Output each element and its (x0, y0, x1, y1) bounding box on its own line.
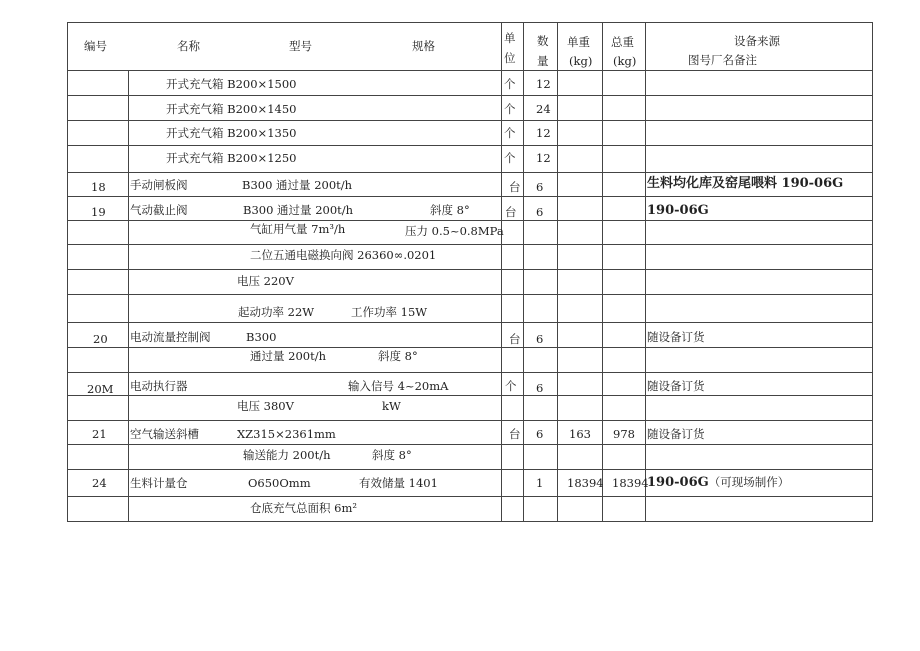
row-20-throughput: 通过量 200t/h (250, 349, 327, 363)
grid-line (67, 120, 873, 121)
row-1-unit: 个 (504, 77, 516, 91)
grid-line (67, 347, 873, 348)
row-24-aeration-area: 仓底充气总面积 6m² (250, 501, 357, 515)
row-1-description: 开式充气箱 B200×1500 (166, 77, 297, 91)
row-18-no: 18 (91, 180, 106, 194)
row-3-description: 开式充气箱 B200×1350 (166, 126, 297, 140)
row-19-unit: 台 (505, 205, 517, 219)
row-19-air-consumption (250, 222, 345, 236)
row-21-remark: 随设备订货 (647, 427, 705, 441)
grid-line (67, 172, 873, 173)
row-18-unit: 台 (509, 180, 521, 194)
row-24-capacity: 有效储量 1401 (359, 476, 438, 490)
row-19-slope: 斜度 8° (430, 203, 470, 217)
row-20m-name: 电动执行器 (130, 379, 188, 393)
row-21-capacity: 输送能力 200t/h (243, 448, 331, 462)
row-19-name: 气动截止阀 (130, 203, 188, 217)
header-source-line2: 图号厂名备注 (688, 53, 757, 67)
row-20m-voltage: 电压 380V (237, 399, 294, 413)
grid-line (67, 95, 873, 96)
row-20m-input-signal: 输入信号 4~20mA (348, 379, 449, 393)
row-18-name: 手动闸板阀 (130, 178, 188, 192)
header-no: 编号 (84, 39, 107, 53)
row-20-slope: 斜度 8° (378, 349, 418, 363)
row-2-unit: 个 (504, 102, 516, 116)
row-20-name: 电动流量控制阀 (130, 330, 211, 344)
grid-line (67, 269, 873, 270)
grid-line (67, 70, 873, 71)
grid-line (67, 22, 68, 522)
row-24-no: 24 (92, 476, 107, 490)
row-18-remark: 生料均化库及窑尾喂料 190-06G (647, 176, 844, 191)
row-24-total-weight: 18394 (612, 476, 649, 490)
grid-line (67, 395, 873, 396)
grid-line (67, 521, 873, 522)
grid-line (872, 22, 873, 522)
row-4-description: 开式充气箱 B200×1250 (166, 151, 297, 165)
grid-line (67, 145, 873, 146)
row-19-spec: B300 通过量 200t/h (243, 203, 354, 217)
grid-line (557, 22, 558, 522)
header-unit-weight-line1: 单重 (567, 35, 590, 49)
grid-line (128, 70, 129, 522)
grid-line (645, 22, 646, 522)
header-unit-line1: 单 (504, 31, 516, 45)
row-21-unit: 台 (509, 427, 521, 441)
grid-line (67, 244, 873, 245)
row-24-name: 生料计量仓 (130, 476, 188, 490)
grid-line (67, 372, 873, 373)
row-21-spec: XZ315×2361mm (237, 427, 336, 441)
grid-line (67, 469, 873, 470)
row-19-remark: 190-06G (647, 203, 709, 218)
grid-line (67, 294, 873, 295)
grid-line (67, 220, 873, 221)
row-2-qty: 24 (536, 102, 551, 116)
row-24-qty: 1 (536, 476, 544, 490)
row-21-total-weight: 978 (613, 427, 635, 441)
air-consumption-text: 气缸用气量 7m³/h (250, 222, 346, 236)
row-24-remark-drawing: 190-06G (647, 475, 709, 490)
row-3-qty: 12 (536, 126, 551, 140)
grid-line (67, 420, 873, 421)
row-18-spec: B300 通过量 200t/h (242, 178, 353, 192)
row-24-spec: O650Omm (248, 476, 311, 490)
row-19-start-power: 起动功率 22W (238, 305, 315, 319)
row-20-unit: 台 (509, 332, 521, 346)
row-20m-unit: 个 (505, 379, 517, 393)
row-21-qty: 6 (536, 427, 544, 441)
header-unit-weight-line2: (kg) (569, 54, 593, 68)
row-4-qty: 12 (536, 151, 551, 165)
header-name: 名称 (177, 39, 200, 53)
row-4-unit: 个 (504, 151, 516, 165)
row-20-spec: B300 (246, 330, 277, 344)
header-total-weight-line1: 总重 (611, 35, 634, 49)
grid-line (67, 196, 873, 197)
grid-line (501, 22, 502, 522)
grid-line (67, 444, 873, 445)
row-20-remark: 随设备订货 (647, 330, 705, 344)
row-24-remark-note: （可现场制作） (708, 475, 790, 489)
row-18-qty: 6 (536, 180, 544, 194)
row-24-unit-weight: 18394 (567, 476, 604, 490)
row-20-no: 20 (93, 332, 108, 346)
row-3-unit: 个 (504, 126, 516, 140)
row-20m-no: 20M (87, 382, 114, 396)
grid-line (67, 22, 873, 23)
row-2-description: 开式充气箱 B200×1450 (166, 102, 297, 116)
header-spec: 规格 (412, 39, 435, 53)
row-20m-remark: 随设备订货 (647, 379, 705, 393)
row-20m-qty: 6 (536, 381, 544, 395)
header-source-line1: 设备来源 (734, 34, 780, 48)
row-24-remark (647, 475, 789, 490)
row-21-slope: 斜度 8° (372, 448, 412, 462)
header-unit-line2: 位 (504, 51, 516, 65)
row-19-solenoid-valve: 二位五通电磁换向阀 26360∞.0201 (250, 248, 437, 262)
row-20m-power: kW (382, 399, 401, 413)
row-21-unit-weight: 163 (569, 427, 591, 441)
header-qty-line1: 数 (537, 34, 549, 48)
row-20-qty: 6 (536, 332, 544, 346)
header-total-weight-line2: (kg) (613, 54, 637, 68)
row-1-qty: 12 (536, 77, 551, 91)
row-21-no: 21 (92, 427, 107, 441)
grid-line (67, 496, 873, 497)
row-19-no: 19 (91, 205, 106, 219)
row-19-qty: 6 (536, 205, 544, 219)
row-21-name: 空气输送斜槽 (130, 427, 199, 441)
row-19-pressure: 压力 0.5~0.8MPa (405, 224, 504, 238)
grid-line (602, 22, 603, 522)
row-19-voltage: 电压 220V (237, 274, 294, 288)
header-model: 型号 (289, 39, 312, 53)
grid-line (523, 22, 524, 522)
row-19-work-power: 工作功率 15W (351, 305, 428, 319)
grid-line (67, 322, 873, 323)
header-qty-line2: 量 (537, 54, 549, 68)
